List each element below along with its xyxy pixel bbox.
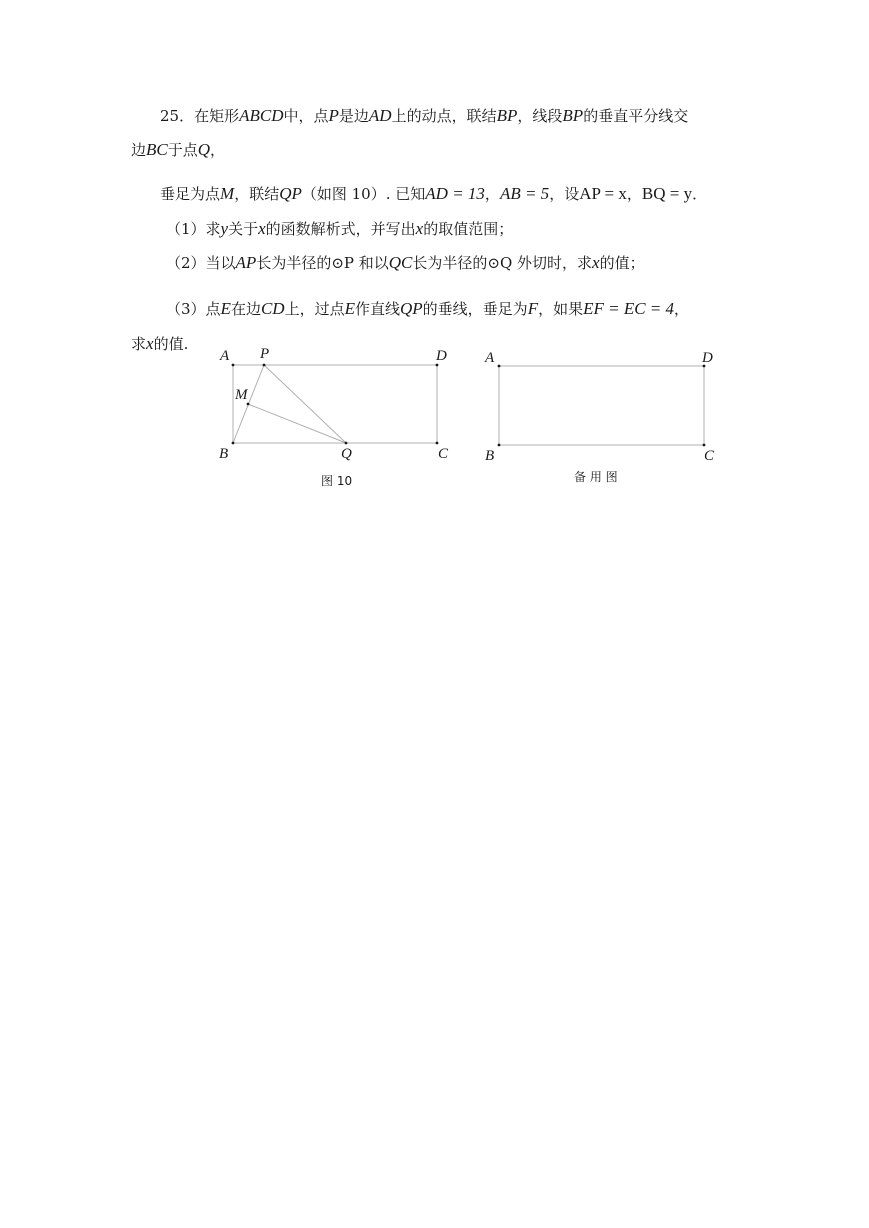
point-b: [498, 444, 501, 447]
perpendicular-bisector-mq: [248, 404, 346, 443]
figure-10: [210, 340, 460, 490]
problem-line-3: 垂足为点M，联结QP（如图 10）. 已知AD = 13，AB = 5，设AP = x，BQ = y．: [160, 184, 708, 203]
part-1: （1）求y关于x的函数解析式，并写出x的取值范围；: [166, 219, 514, 238]
label-d: D: [702, 350, 713, 366]
label-b: B: [485, 448, 495, 464]
point-c: [436, 442, 439, 445]
part-3-continued: 求x的值.: [131, 334, 189, 353]
problem-line-2: 边BC于点Q，: [131, 140, 226, 159]
label-a: A: [485, 350, 495, 366]
rectangle-abcd-spare: [499, 366, 704, 445]
point-d: [436, 364, 439, 367]
rect-name: ABCD: [239, 106, 284, 125]
label-c: C: [704, 448, 715, 464]
point-a: [498, 365, 501, 368]
part-2: （2）当以AP长为半径的⊙P 和以QC长为半径的⊙Q 外切时，求x的值；: [166, 253, 645, 272]
point-p: [263, 364, 266, 367]
label-q: Q: [341, 446, 352, 462]
label-p: P: [260, 346, 270, 362]
point-c: [703, 444, 706, 447]
label-b: B: [219, 446, 229, 462]
point-b: [232, 442, 235, 445]
rectangle-abcd: [233, 365, 437, 443]
label-d: D: [436, 348, 447, 364]
part-3: （3）点E在边CD上，过点E作直线QP的垂线，垂足为F，如果EF = EC = 4，: [166, 299, 690, 318]
point-m: [247, 403, 250, 406]
problem-line-1: 25．在矩形ABCD中，点P是边AD上的动点，联结BP，线段BP的垂直平分线交: [160, 106, 689, 125]
segment-pq: [264, 365, 346, 443]
figure-caption: 备 用 图: [574, 470, 618, 484]
figure-caption: 图 10: [321, 474, 353, 488]
label-c: C: [438, 446, 449, 462]
point-a: [232, 364, 235, 367]
spare-figure: [478, 340, 728, 490]
label-a: A: [220, 348, 230, 364]
point-q: [345, 442, 348, 445]
label-m: M: [235, 387, 248, 403]
